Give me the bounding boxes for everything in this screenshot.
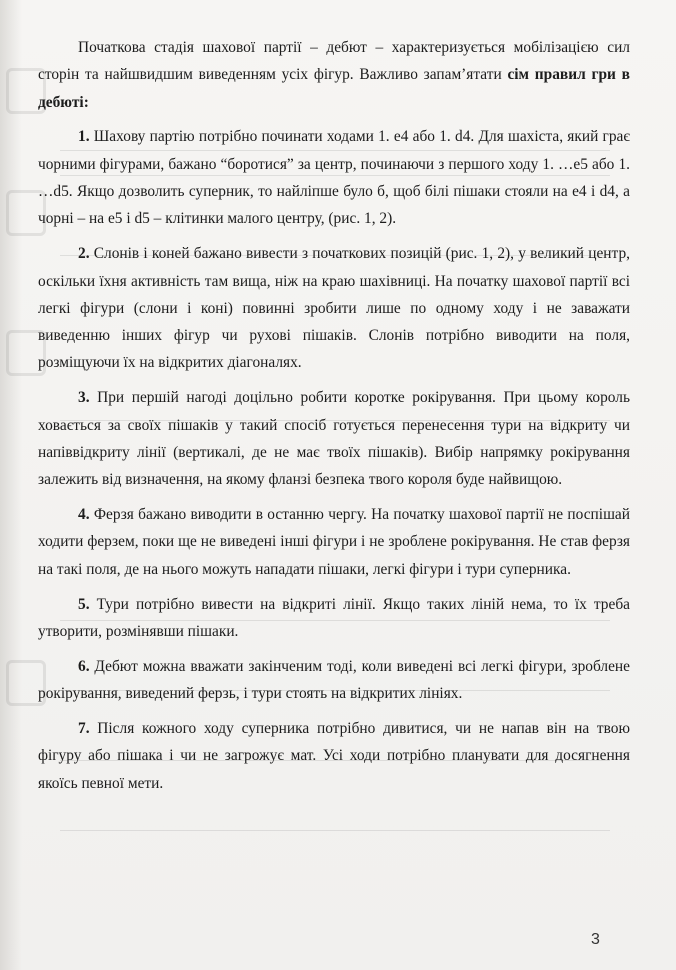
rule-paragraph-7 <box>38 715 630 797</box>
intro-paragraph <box>38 34 630 116</box>
rule-paragraph-6 <box>38 653 630 708</box>
rule-paragraph-5 <box>38 591 630 646</box>
rule-text: Тури потрібно вивести на відкриті лінії. Якщо таких ліній нема, то їх треба утворити, розмінявши пішаки. <box>38 595 630 640</box>
page-number: 3 <box>591 931 600 948</box>
rule-number: 3. <box>78 389 90 407</box>
rule-paragraph-1 <box>38 123 630 232</box>
rule-number: 1. <box>78 128 90 146</box>
rule-text: Шахову партію потрібно починати ходами 1. е4 або 1. d4. Для шахіста, який грає чорними фігурами, бажано “боротися” за центр, починаючи з першого ходу 1. …е5 або 1. …d5. Якщо дозволить суперник, то найліпше було б, щоб білі пішаки стояли на е4 і d4, а чорні – на е5 і d5 – клітинки малого центру, (рис. 1, 2). <box>38 128 630 228</box>
rule-text: Дебют можна вважати закінченим тоді, коли виведені всі легкі фігури, зроблене рокірування, виведений ферзь, і тури стоять на відкритих лініях. <box>38 657 630 703</box>
rule-number: 6. <box>78 657 90 675</box>
body-text <box>38 34 630 804</box>
rule-text: При першій нагоді доцільно робити коротке рокірування. При цьому король ховається за своїх пішаків у такий спосіб готується перенесення тури на відкриту чи напіввідкриту лінії (вертикалі, де не має твоїх пішаків). Вибір напрямку рокірування залежить від визначення, на якому фланзі безпека твого короля буде найвищою. <box>38 389 630 489</box>
rule-paragraph-2 <box>38 240 630 376</box>
rule-paragraph-4 <box>38 501 630 583</box>
rule-number: 7. <box>78 719 90 737</box>
rule-number: 2. <box>78 245 90 263</box>
rule-text: Після кожного ходу суперника потрібно дивитися, чи не напав він на твою фігуру або пішака і чи не загрожує мат. Усі ходи потрібно планувати для досягнення якоїсь певної мети. <box>38 719 630 792</box>
intro-text: Початкова стадія шахової партії – дебют – характеризується мобілізацією сил сторін та найшвидшим виведенням усіх фігур. Важливо запам’ятати <box>38 39 630 84</box>
page-edge-shadow <box>0 0 22 970</box>
rule-number: 4. <box>78 506 90 524</box>
rule-number: 5. <box>78 595 90 613</box>
intro-bold-text: сім правил гри в дебюті: <box>38 66 630 111</box>
rule-paragraph-3 <box>38 384 630 493</box>
rule-text: Ферзя бажано виводити в останню чергу. На початку шахової партії не поспішай ходити ферзем, поки ще не виведені інші фігури і не зроблене рокірування. Не став ферзя на такі поля, де на нього можуть нападати пішаки, легкі фігури і тури суперника. <box>38 506 630 578</box>
rule-text: Слонів і коней бажано вивести з початкових позицій (рис. 1, 2), у великий центр, оскільки їхня активність там вища, ніж на краю шахівниці. На початку шахової партії всі легкі фігури (слони і коні) повинні зробити лише по одному ходу і не заважати виведенню інших фігур чи рухові пішаків. Слонів потрібно виводити на поля, розміщуючи їх на відкритих діагоналях. <box>38 245 630 372</box>
